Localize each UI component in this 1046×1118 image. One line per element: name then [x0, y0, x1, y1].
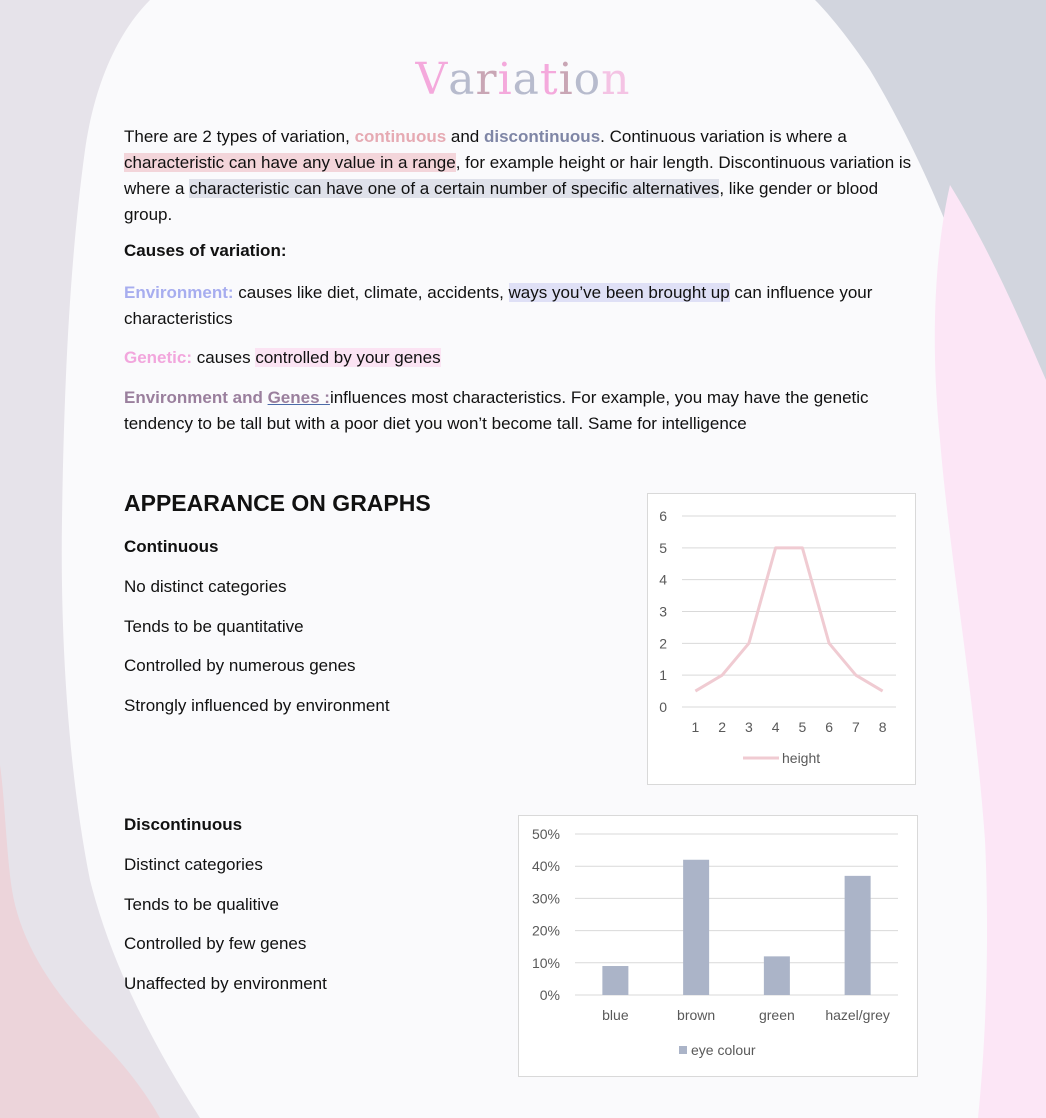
eye-colour-bar-chart-svg	[519, 816, 917, 1076]
genetic-highlight: controlled by your genes	[255, 348, 441, 367]
x-tick-label: 8	[878, 719, 887, 735]
title-letter: t	[539, 54, 559, 105]
environment-genes-label: Environment and	[124, 388, 268, 407]
x-tick-label: 2	[718, 719, 727, 735]
y-tick-label: 1	[659, 667, 667, 684]
title-letter: i	[497, 54, 513, 105]
genetic-paragraph: Genetic: causes controlled by your genes	[124, 348, 441, 367]
continuous-point: Tends to be quantitative	[124, 617, 304, 636]
title-letter: V	[415, 54, 449, 105]
y-tick-label: 5	[659, 539, 667, 556]
legend-label: height	[782, 750, 821, 766]
genetic-label: Genetic:	[124, 348, 193, 367]
x-tick-label: 6	[825, 719, 834, 735]
x-tick-label: hazel/grey	[825, 1007, 890, 1023]
title-letter: a	[448, 54, 476, 105]
y-tick-label: 50%	[531, 826, 560, 842]
x-tick-label: 4	[771, 719, 780, 735]
discontinuous-point: Tends to be qualitive	[124, 895, 279, 914]
x-tick-label: 1	[691, 719, 700, 735]
y-tick-label: 4	[659, 571, 667, 588]
x-tick-label: brown	[677, 1007, 716, 1023]
discontinuous-definition-highlight: characteristic can have one of a certain number of specific alternatives	[189, 179, 720, 198]
continuous-point: Strongly influenced by environment	[124, 696, 390, 715]
continuous-keyword: continuous	[354, 127, 447, 146]
y-tick-label: 20%	[531, 922, 560, 939]
bar-green	[764, 956, 790, 995]
title-letter: i	[558, 54, 574, 105]
x-tick-label: 5	[798, 719, 807, 735]
continuous-definition-highlight: characteristic can have any value in a range	[124, 153, 456, 172]
bar-hazel-grey	[845, 876, 871, 995]
y-tick-label: 3	[659, 603, 667, 620]
bar-brown	[683, 860, 709, 995]
continuous-point: Controlled by numerous genes	[124, 656, 356, 675]
height-line-chart	[647, 493, 916, 785]
discontinuous-heading: Discontinuous	[124, 815, 243, 834]
x-tick-label: 3	[744, 719, 753, 735]
x-tick-label: 7	[851, 719, 860, 735]
intro-paragraph: There are 2 types of variation, continuous and discontinuous. Continuous variation is where a characteristic can have any value in a range, for example height or hair length. Discontinuous variation is where a characteristic can have one of a certain number of specific alternatives, like gender or blood group.	[124, 127, 912, 224]
environment-label: Environment:	[124, 283, 234, 302]
y-tick-label: 0	[659, 699, 667, 715]
y-tick-label: 0%	[539, 987, 560, 1003]
discontinuous-point: Distinct categories	[124, 855, 263, 874]
y-tick-label: 30%	[531, 890, 560, 907]
height-series-line	[695, 548, 882, 691]
environment-highlight: ways you’ve been brought up	[508, 283, 730, 302]
title-letter: o	[573, 54, 602, 105]
environment-paragraph: Environment: causes like diet, climate, accidents, ways you’ve been brought up can influence your characteristics	[124, 283, 873, 328]
x-tick-label: blue	[602, 1007, 629, 1023]
discontinuous-point: Unaffected by environment	[124, 974, 327, 993]
discontinuous-point: Controlled by few genes	[124, 934, 307, 953]
legend-swatch	[679, 1046, 687, 1054]
legend-label: eye colour	[691, 1042, 756, 1058]
continuous-point: No distinct categories	[124, 577, 287, 596]
height-line-chart-svg	[648, 494, 915, 784]
title-letter: a	[512, 54, 540, 105]
environment-genes-paragraph: Environment and Genes :influences most characteristics. For example, you may have the genetic tendency to be tall but with a poor diet you won’t become tall. Same for intelligence	[124, 388, 869, 433]
genes-link[interactable]: Genes :	[267, 388, 330, 407]
y-tick-label: 2	[659, 635, 667, 652]
graphs-heading: APPEARANCE ON GRAPHS	[124, 490, 431, 516]
title-letter: r	[475, 54, 498, 105]
continuous-heading: Continuous	[124, 537, 219, 556]
page-title	[0, 54, 1046, 105]
x-tick-label: green	[758, 1007, 795, 1023]
bar-blue	[602, 966, 628, 995]
causes-heading: Causes of variation:	[124, 241, 287, 260]
eye-colour-bar-chart	[518, 815, 918, 1077]
y-tick-label: 10%	[531, 954, 560, 971]
y-tick-label: 40%	[531, 858, 560, 875]
discontinuous-keyword: discontinuous	[483, 127, 601, 146]
title-letter: n	[601, 54, 631, 105]
y-tick-label: 6	[659, 508, 667, 524]
